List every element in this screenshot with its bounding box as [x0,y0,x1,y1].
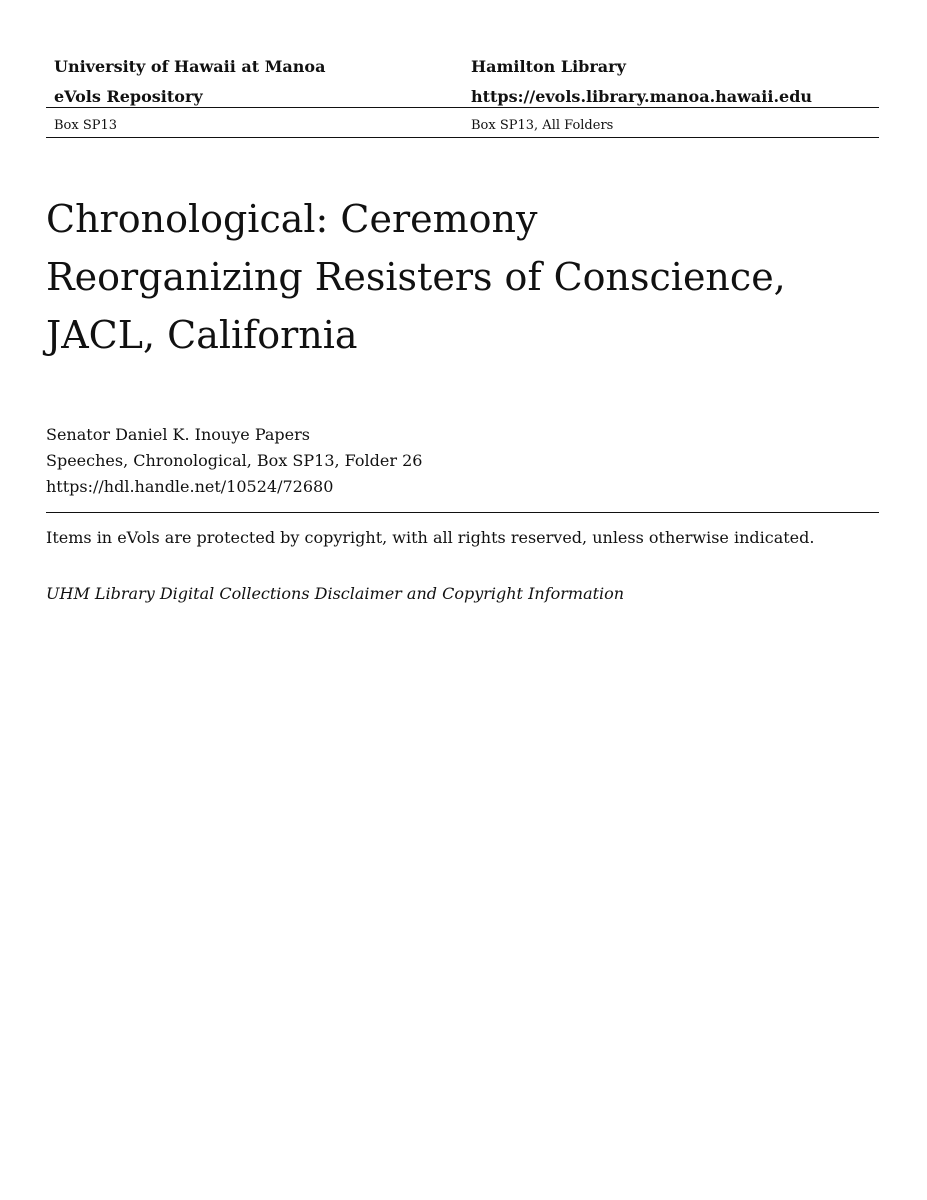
collection-name: Senator Daniel K. Inouye Papers [46,425,310,444]
item-metadata [46,422,879,500]
repository-url-link[interactable]: https://evols.library.manoa.hawaii.edu [471,87,813,106]
box-label-right: Box SP13, All Folders [471,118,614,133]
item-location: Speeches, Chronological, Box SP13, Folder 26 [46,451,423,470]
rights-statement: Items in eVols are protected by copyright, with all rights reserved, unless otherwise indicated. [46,528,815,547]
disclaimer-link[interactable]: UHM Library Digital Collections Disclaimer and Copyright Information [46,584,625,603]
library-name: Hamilton Library [471,57,626,76]
header-right-column [471,52,812,112]
institution-name: University of Hawaii at Manoa [54,57,326,76]
handle-link[interactable]: https://hdl.handle.net/10524/72680 [46,477,334,496]
header-divider-top [46,107,879,108]
title-line: Chronological: Ceremony [46,197,538,241]
header-left-column [54,52,325,112]
page-header [46,52,879,138]
document-title [46,190,806,364]
box-label-left: Box SP13 [54,118,118,133]
repository-name: eVols Repository [54,87,203,106]
cover-page [46,0,879,605]
title-line: JACL, California [46,313,358,357]
header-divider-bottom [46,137,879,138]
title-line: Reorganizing Resisters of Conscience, [46,255,786,299]
metadata-divider [46,512,879,513]
